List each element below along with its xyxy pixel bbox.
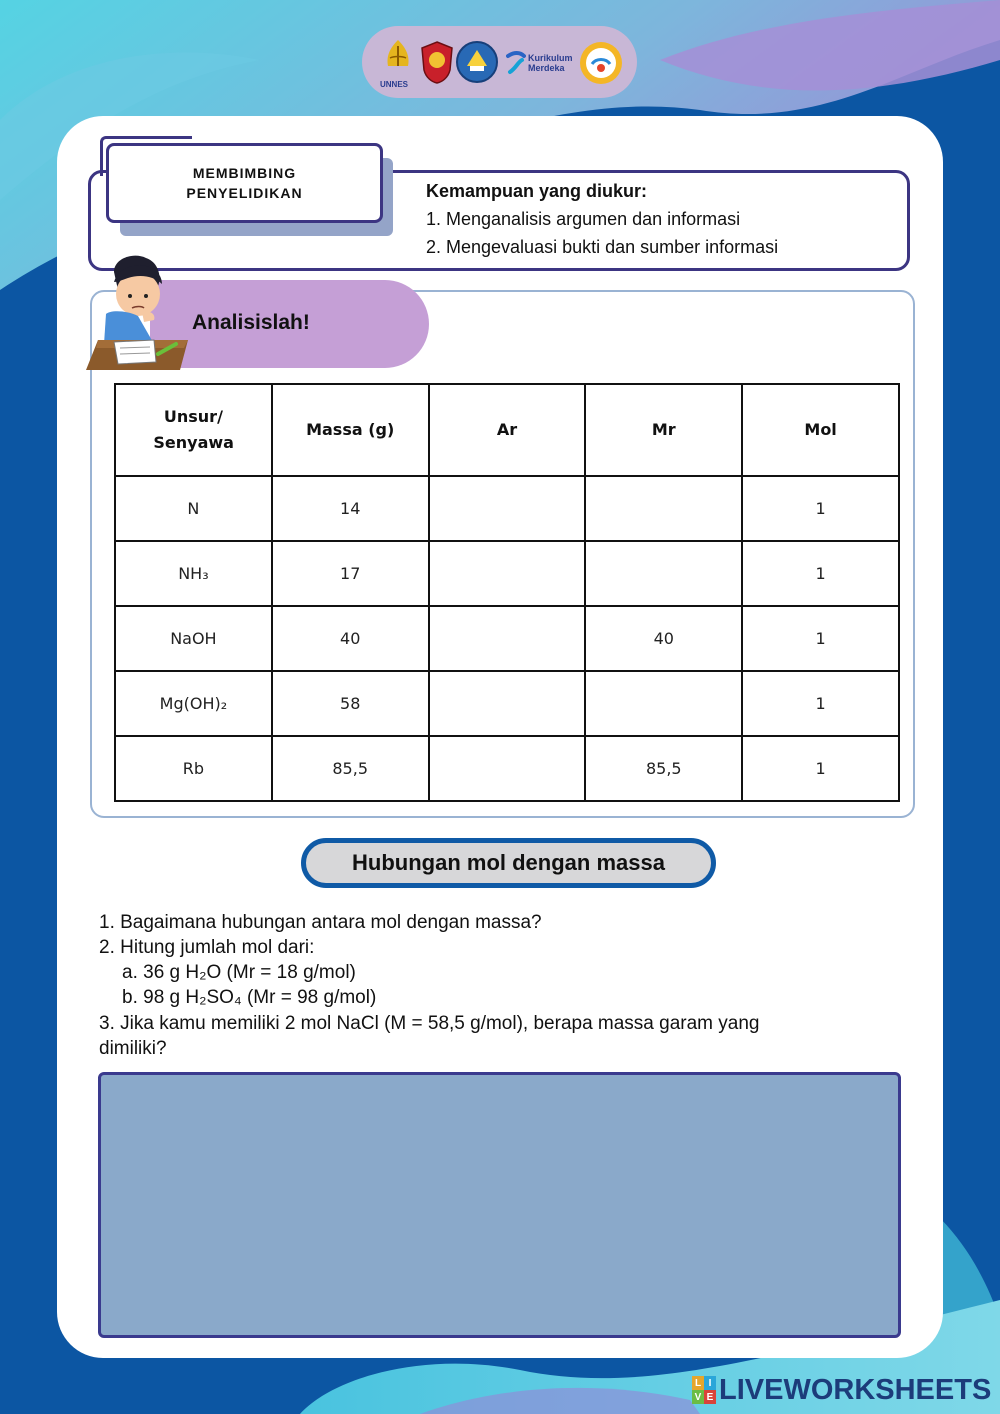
question-3: 3. Jika kamu memiliki 2 mol NaCl (M = 58,5 g/mol), berapa massa garam yang <box>99 1013 760 1034</box>
column-header: Ar <box>429 384 586 476</box>
ability-item: 1. Menganalisis argumen dan informasi <box>426 209 741 229</box>
table-cell: Rb <box>115 736 272 801</box>
university-crest-icon <box>420 40 454 84</box>
section-heading: Hubungan mol dengan massa <box>301 838 716 888</box>
table-header-row <box>115 384 899 476</box>
logo-letter: I <box>704 1376 716 1390</box>
table-cell: Mg(OH)₂ <box>115 671 272 736</box>
table-cell: 1 <box>742 736 899 801</box>
table-cell: 85,5 <box>272 736 429 801</box>
section-tag <box>106 143 383 223</box>
analysis-title: Analisislah! <box>192 311 310 334</box>
table-cell: 85,5 <box>585 736 742 801</box>
question-2a: a. 36 g H₂O (Mr = 18 g/mol) <box>122 962 356 983</box>
table-cell-input[interactable] <box>429 736 586 801</box>
liveworksheets-logo-icon <box>692 1376 716 1404</box>
question-2b: b. 98 g H₂SO₄ (Mr = 98 g/mol) <box>122 987 377 1008</box>
liveworksheets-brand <box>692 1372 991 1408</box>
logo-letter: E <box>704 1390 716 1404</box>
kurikulum-label-2: Merdeka <box>528 63 565 73</box>
table-cell-input[interactable] <box>429 476 586 541</box>
table-row <box>115 736 899 801</box>
table-cell: 40 <box>585 606 742 671</box>
mole-table <box>114 383 900 802</box>
table-cell: 58 <box>272 671 429 736</box>
ability-item: 2. Mengevaluasi bukti dan sumber informasi <box>426 237 779 257</box>
logo-letter: L <box>692 1376 704 1390</box>
question-3-cont: dimiliki? <box>99 1038 167 1059</box>
table-cell: 40 <box>272 606 429 671</box>
table-cell-input[interactable] <box>585 476 742 541</box>
table-row <box>115 671 899 736</box>
table-cell: 17 <box>272 541 429 606</box>
ability-title: Kemampuan yang diukur: <box>426 181 648 201</box>
table-cell: 1 <box>742 476 899 541</box>
table-cell: NH₃ <box>115 541 272 606</box>
unnes-label: UNNES <box>380 80 409 89</box>
logo-letter: V <box>692 1390 704 1404</box>
kurikulum-merdeka-icon <box>506 50 526 76</box>
table-row <box>115 541 899 606</box>
kurikulum-label-1: Kurikulum <box>528 53 573 63</box>
table-cell-input[interactable] <box>429 606 586 671</box>
student-illustration-icon <box>84 252 190 374</box>
column-header: Mol <box>742 384 899 476</box>
question-1: 1. Bagaimana hubungan antara mol dengan massa? <box>99 912 542 933</box>
tag-line-2: PENYELIDIKAN <box>186 185 303 201</box>
table-cell: NaOH <box>115 606 272 671</box>
table-cell: 1 <box>742 606 899 671</box>
table-cell-input[interactable] <box>429 671 586 736</box>
brand-name: LIVEWORKSHEETS <box>719 1373 992 1406</box>
table-cell: 1 <box>742 671 899 736</box>
table-cell-input[interactable] <box>585 671 742 736</box>
logo-bar <box>362 26 637 98</box>
column-header <box>115 384 272 476</box>
unnes-logo-icon <box>380 38 416 78</box>
tut-wuri-handayani-icon <box>456 40 498 84</box>
table-cell: 1 <box>742 541 899 606</box>
table-row <box>115 476 899 541</box>
tag-line-1: MEMBIMBING <box>192 165 297 181</box>
table-cell: 14 <box>272 476 429 541</box>
column-header-label: Unsur/ Senyawa <box>153 407 234 452</box>
column-header: Mr <box>585 384 742 476</box>
question-2: 2. Hitung jumlah mol dari: <box>99 937 315 958</box>
table-row <box>115 606 899 671</box>
table-cell-input[interactable] <box>429 541 586 606</box>
table-cell-input[interactable] <box>585 541 742 606</box>
column-header: Massa (g) <box>272 384 429 476</box>
answer-textarea[interactable] <box>98 1072 901 1338</box>
merdeka-belajar-badge-icon <box>578 40 624 86</box>
table-cell: N <box>115 476 272 541</box>
